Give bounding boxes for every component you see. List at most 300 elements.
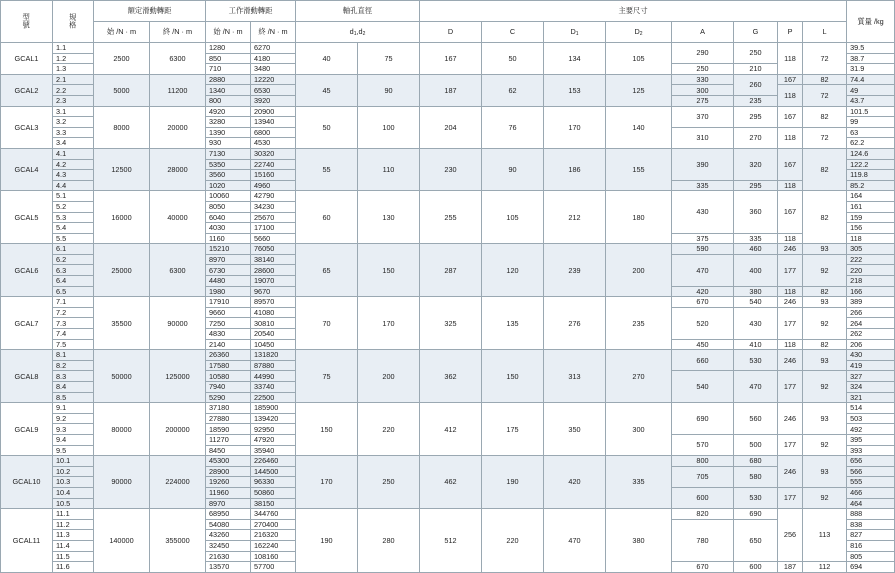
dim-C-cell: 220 xyxy=(482,509,544,573)
mass-cell: 464 xyxy=(847,498,895,509)
working-end-cell: 15160 xyxy=(251,170,296,181)
spec-cell: 5.1 xyxy=(53,191,94,202)
spec-cell: 3.4 xyxy=(53,138,94,149)
dim-C-cell: 76 xyxy=(482,106,544,148)
dim-D-cell: 167 xyxy=(420,43,482,75)
working-start-cell: 18590 xyxy=(206,424,251,435)
header-working-start: 始 /N · m xyxy=(206,22,251,43)
dim-D1-cell: 134 xyxy=(544,43,606,75)
working-start-cell: 13570 xyxy=(206,562,251,573)
bore-min-cell: 150 xyxy=(296,403,358,456)
dim-C-cell: 120 xyxy=(482,244,544,297)
working-end-cell: 38140 xyxy=(251,254,296,265)
dim-A-cell: 590 xyxy=(672,244,734,255)
spec-cell: 11.6 xyxy=(53,562,94,573)
spec-cell: 5.5 xyxy=(53,233,94,244)
dim-C-cell: 190 xyxy=(482,456,544,509)
dim-P-cell: 118 xyxy=(778,127,803,148)
working-end-cell: 139420 xyxy=(251,413,296,424)
model-cell: GCAL3 xyxy=(1,106,53,148)
spec-cell: 6.2 xyxy=(53,254,94,265)
dim-C-cell: 90 xyxy=(482,148,544,190)
bore-max-cell: 150 xyxy=(358,244,420,297)
dim-A-cell: 310 xyxy=(672,127,734,148)
dim-A-cell: 275 xyxy=(672,95,734,106)
mass-cell: 39.5 xyxy=(847,43,895,54)
working-start-cell: 930 xyxy=(206,138,251,149)
spec-cell: 11.4 xyxy=(53,540,94,551)
dim-P-cell: 177 xyxy=(778,254,803,286)
dim-G-cell: 210 xyxy=(734,64,778,75)
dim-P-cell: 246 xyxy=(778,456,803,488)
mass-cell: 395 xyxy=(847,434,895,445)
bore-min-cell: 55 xyxy=(296,148,358,190)
spec-cell: 8.5 xyxy=(53,392,94,403)
dim-P-cell: 167 xyxy=(778,74,803,85)
spec-cell: 2.3 xyxy=(53,95,94,106)
working-start-cell: 7250 xyxy=(206,318,251,329)
dim-C-cell: 105 xyxy=(482,191,544,244)
spec-cell: 3.3 xyxy=(53,127,94,138)
dim-G-cell: 530 xyxy=(734,487,778,508)
working-end-cell: 20540 xyxy=(251,329,296,340)
mass-cell: 220 xyxy=(847,265,895,276)
table-row xyxy=(1,297,895,308)
spec-cell: 9.5 xyxy=(53,445,94,456)
working-end-cell: 92950 xyxy=(251,424,296,435)
bore-max-cell: 110 xyxy=(358,148,420,190)
header-C: C xyxy=(482,22,544,43)
header-row-1 xyxy=(1,1,895,22)
mass-cell: 838 xyxy=(847,519,895,530)
spec-cell: 11.5 xyxy=(53,551,94,562)
header-bore-sub: $d_1,d_2$ xyxy=(296,22,420,43)
working-start-cell: 4030 xyxy=(206,223,251,234)
dim-P-cell: 118 xyxy=(778,286,803,297)
dim-D2-cell: 270 xyxy=(606,350,672,403)
spec-cell: 4.4 xyxy=(53,180,94,191)
dim-P-cell: 167 xyxy=(778,148,803,180)
mass-cell: 49 xyxy=(847,85,895,96)
model-cell: GCAL7 xyxy=(1,297,53,350)
bore-max-cell: 280 xyxy=(358,509,420,573)
dim-P-cell: 246 xyxy=(778,350,803,371)
dim-P-cell: 246 xyxy=(778,297,803,308)
header-L: L xyxy=(803,22,847,43)
table-row xyxy=(1,191,895,202)
header-model xyxy=(1,1,53,43)
working-end-cell: 28600 xyxy=(251,265,296,276)
working-start-cell: 7940 xyxy=(206,382,251,393)
spec-cell: 4.3 xyxy=(53,170,94,181)
spec-cell: 7.2 xyxy=(53,307,94,318)
spec-cell: 10.3 xyxy=(53,477,94,488)
working-start-cell: 32450 xyxy=(206,540,251,551)
dim-L-cell: 72 xyxy=(803,85,847,106)
working-end-cell: 19070 xyxy=(251,276,296,287)
working-end-cell: 87880 xyxy=(251,360,296,371)
bore-max-cell: 100 xyxy=(358,106,420,148)
mass-cell: 264 xyxy=(847,318,895,329)
rated-end-cell: 125000 xyxy=(150,350,206,403)
dim-D1-cell: 212 xyxy=(544,191,606,244)
working-start-cell: 54080 xyxy=(206,519,251,530)
working-end-cell: 6270 xyxy=(251,43,296,54)
working-start-cell: 17910 xyxy=(206,297,251,308)
working-start-cell: 6040 xyxy=(206,212,251,223)
working-end-cell: 22740 xyxy=(251,159,296,170)
mass-cell: 161 xyxy=(847,201,895,212)
working-start-cell: 3560 xyxy=(206,170,251,181)
bore-max-cell: 250 xyxy=(358,456,420,509)
working-end-cell: 3480 xyxy=(251,64,296,75)
dim-G-cell: 235 xyxy=(734,95,778,106)
rated-end-cell: 20000 xyxy=(150,106,206,148)
mass-cell: 305 xyxy=(847,244,895,255)
working-end-cell: 12220 xyxy=(251,74,296,85)
spec-cell: 11.1 xyxy=(53,509,94,520)
mass-cell: 419 xyxy=(847,360,895,371)
working-end-cell: 3920 xyxy=(251,95,296,106)
mass-cell: 124.6 xyxy=(847,148,895,159)
working-start-cell: 28900 xyxy=(206,466,251,477)
model-cell: GCAL9 xyxy=(1,403,53,456)
working-start-cell: 710 xyxy=(206,64,251,75)
dim-A-cell: 520 xyxy=(672,307,734,339)
dim-A-cell: 390 xyxy=(672,148,734,180)
dim-P-cell: 177 xyxy=(778,434,803,455)
working-start-cell: 10060 xyxy=(206,191,251,202)
header-spec xyxy=(53,1,94,43)
mass-cell: 816 xyxy=(847,540,895,551)
bore-max-cell: 130 xyxy=(358,191,420,244)
dim-L-cell: 72 xyxy=(803,43,847,75)
spec-cell: 7.3 xyxy=(53,318,94,329)
dim-P-cell: 256 xyxy=(778,509,803,562)
dim-D1-cell: 186 xyxy=(544,148,606,190)
dim-A-cell: 570 xyxy=(672,434,734,455)
dim-A-cell: 420 xyxy=(672,286,734,297)
dim-A-cell: 780 xyxy=(672,519,734,561)
working-end-cell: 10450 xyxy=(251,339,296,350)
dim-G-cell: 270 xyxy=(734,127,778,148)
dim-P-cell: 177 xyxy=(778,307,803,339)
dim-L-cell: 93 xyxy=(803,456,847,488)
working-end-cell: 30320 xyxy=(251,148,296,159)
header-D2: $D_2$ xyxy=(606,22,672,43)
dim-D-cell: 204 xyxy=(420,106,482,148)
dim-D1-cell: 153 xyxy=(544,74,606,106)
table-row xyxy=(1,403,895,414)
dim-D-cell: 325 xyxy=(420,297,482,350)
spec-cell: 6.5 xyxy=(53,286,94,297)
dim-A-cell: 690 xyxy=(672,403,734,435)
dim-A-cell: 670 xyxy=(672,297,734,308)
dim-G-cell: 650 xyxy=(734,519,778,561)
working-end-cell: 344760 xyxy=(251,509,296,520)
working-end-cell: 13940 xyxy=(251,117,296,128)
working-start-cell: 8050 xyxy=(206,201,251,212)
dim-L-cell: 82 xyxy=(803,191,847,244)
dim-G-cell: 500 xyxy=(734,434,778,455)
dim-D-cell: 462 xyxy=(420,456,482,509)
model-cell: GCAL2 xyxy=(1,74,53,106)
dim-D2-cell: 335 xyxy=(606,456,672,509)
working-start-cell: 15210 xyxy=(206,244,251,255)
rated-start-cell: 12500 xyxy=(94,148,150,190)
dim-L-cell: 93 xyxy=(803,244,847,255)
working-end-cell: 22500 xyxy=(251,392,296,403)
working-start-cell: 1340 xyxy=(206,85,251,96)
spec-cell: 1.3 xyxy=(53,64,94,75)
mass-cell: 266 xyxy=(847,307,895,318)
spec-cell: 11.2 xyxy=(53,519,94,530)
bore-min-cell: 50 xyxy=(296,106,358,148)
spec-cell: 5.3 xyxy=(53,212,94,223)
working-start-cell: 1020 xyxy=(206,180,251,191)
working-end-cell: 4530 xyxy=(251,138,296,149)
working-start-cell: 68950 xyxy=(206,509,251,520)
mass-cell: 827 xyxy=(847,530,895,541)
mass-cell: 514 xyxy=(847,403,895,414)
bore-min-cell: 70 xyxy=(296,297,358,350)
rated-start-cell: 80000 xyxy=(94,403,150,456)
working-start-cell: 3280 xyxy=(206,117,251,128)
dim-G-cell: 470 xyxy=(734,371,778,403)
working-end-cell: 216320 xyxy=(251,530,296,541)
dim-A-cell: 670 xyxy=(672,562,734,573)
mass-cell: 327 xyxy=(847,371,895,382)
dim-D2-cell: 235 xyxy=(606,297,672,350)
working-end-cell: 226460 xyxy=(251,456,296,467)
working-end-cell: 76050 xyxy=(251,244,296,255)
mass-cell: 122.2 xyxy=(847,159,895,170)
mass-cell: 262 xyxy=(847,329,895,340)
dim-L-cell: 92 xyxy=(803,487,847,508)
dim-C-cell: 50 xyxy=(482,43,544,75)
rated-start-cell: 2500 xyxy=(94,43,150,75)
working-start-cell: 9660 xyxy=(206,307,251,318)
spec-cell: 10.4 xyxy=(53,487,94,498)
bore-max-cell: 170 xyxy=(358,297,420,350)
dim-A-cell: 335 xyxy=(672,180,734,191)
dim-D-cell: 187 xyxy=(420,74,482,106)
dim-D-cell: 512 xyxy=(420,509,482,573)
mass-cell: 555 xyxy=(847,477,895,488)
mass-cell: 31.9 xyxy=(847,64,895,75)
mass-cell: 101.5 xyxy=(847,106,895,117)
dim-D2-cell: 105 xyxy=(606,43,672,75)
mass-cell: 166 xyxy=(847,286,895,297)
mass-cell: 393 xyxy=(847,445,895,456)
dim-A-cell: 250 xyxy=(672,64,734,75)
bore-min-cell: 45 xyxy=(296,74,358,106)
working-end-cell: 25670 xyxy=(251,212,296,223)
dim-A-cell: 660 xyxy=(672,350,734,371)
spec-cell: 2.1 xyxy=(53,74,94,85)
spec-cell: 6.3 xyxy=(53,265,94,276)
table-row xyxy=(1,43,895,54)
dim-P-cell: 118 xyxy=(778,85,803,106)
spec-cell: 6.1 xyxy=(53,244,94,255)
dim-P-cell: 246 xyxy=(778,403,803,435)
working-end-cell: 4180 xyxy=(251,53,296,64)
rated-end-cell: 200000 xyxy=(150,403,206,456)
dim-D1-cell: 350 xyxy=(544,403,606,456)
dim-C-cell: 175 xyxy=(482,403,544,456)
working-end-cell: 17100 xyxy=(251,223,296,234)
dim-D2-cell: 380 xyxy=(606,509,672,573)
mass-cell: 218 xyxy=(847,276,895,287)
mass-cell: 118 xyxy=(847,233,895,244)
rated-end-cell: 6300 xyxy=(150,244,206,297)
dim-G-cell: 410 xyxy=(734,339,778,350)
dim-C-cell: 62 xyxy=(482,74,544,106)
working-start-cell: 8970 xyxy=(206,498,251,509)
model-cell: GCAL6 xyxy=(1,244,53,297)
dim-L-cell: 93 xyxy=(803,403,847,435)
dim-A-cell: 330 xyxy=(672,74,734,85)
model-cell: GCAL8 xyxy=(1,350,53,403)
working-end-cell: 4960 xyxy=(251,180,296,191)
dim-D1-cell: 239 xyxy=(544,244,606,297)
header-working-torque: 工作滑動轉距 xyxy=(206,1,296,22)
header-P: P xyxy=(778,22,803,43)
dim-L-cell: 92 xyxy=(803,434,847,455)
mass-cell: 324 xyxy=(847,382,895,393)
mass-cell: 38.7 xyxy=(847,53,895,64)
working-end-cell: 5660 xyxy=(251,233,296,244)
spec-cell: 8.4 xyxy=(53,382,94,393)
dim-D-cell: 412 xyxy=(420,403,482,456)
rated-start-cell: 35500 xyxy=(94,297,150,350)
bore-min-cell: 75 xyxy=(296,350,358,403)
spec-cell: 4.1 xyxy=(53,148,94,159)
spec-cell: 3.1 xyxy=(53,106,94,117)
working-start-cell: 19260 xyxy=(206,477,251,488)
dim-L-cell: 92 xyxy=(803,371,847,403)
header-D: D xyxy=(420,22,482,43)
rated-end-cell: 355000 xyxy=(150,509,206,573)
spec-cell: 9.2 xyxy=(53,413,94,424)
working-start-cell: 11960 xyxy=(206,487,251,498)
working-end-cell: 6530 xyxy=(251,85,296,96)
rated-end-cell: 224000 xyxy=(150,456,206,509)
rated-start-cell: 5000 xyxy=(94,74,150,106)
dim-A-cell: 820 xyxy=(672,509,734,520)
bore-max-cell: 200 xyxy=(358,350,420,403)
header-main-dims: 主要尺寸 xyxy=(420,1,847,22)
working-start-cell: 21630 xyxy=(206,551,251,562)
header-bore: 軸孔直徑 xyxy=(296,1,420,22)
working-end-cell: 57700 xyxy=(251,562,296,573)
working-start-cell: 1160 xyxy=(206,233,251,244)
spec-cell: 6.4 xyxy=(53,276,94,287)
working-end-cell: 35940 xyxy=(251,445,296,456)
rated-end-cell: 28000 xyxy=(150,148,206,190)
dim-A-cell: 300 xyxy=(672,85,734,96)
mass-cell: 430 xyxy=(847,350,895,361)
dim-G-cell: 250 xyxy=(734,43,778,64)
mass-cell: 805 xyxy=(847,551,895,562)
header-A: A xyxy=(672,22,734,43)
mass-cell: 389 xyxy=(847,297,895,308)
spec-cell: 8.1 xyxy=(53,350,94,361)
dim-L-cell: 93 xyxy=(803,297,847,308)
dim-L-cell: 82 xyxy=(803,339,847,350)
dim-A-cell: 430 xyxy=(672,191,734,233)
working-start-cell: 1390 xyxy=(206,127,251,138)
working-start-cell: 11270 xyxy=(206,434,251,445)
dim-P-cell: 187 xyxy=(778,562,803,573)
dim-L-cell: 72 xyxy=(803,127,847,148)
dim-L-cell: 82 xyxy=(803,148,847,190)
spec-cell: 9.4 xyxy=(53,434,94,445)
dim-A-cell: 450 xyxy=(672,339,734,350)
mass-cell: 888 xyxy=(847,509,895,520)
rated-end-cell: 40000 xyxy=(150,191,206,244)
spec-cell: 11.3 xyxy=(53,530,94,541)
working-start-cell: 2140 xyxy=(206,339,251,350)
table-body xyxy=(1,43,895,573)
rated-start-cell: 8000 xyxy=(94,106,150,148)
mass-cell: 656 xyxy=(847,456,895,467)
mass-cell: 321 xyxy=(847,392,895,403)
dim-G-cell: 680 xyxy=(734,456,778,467)
dim-G-cell: 690 xyxy=(734,509,778,520)
table-row xyxy=(1,74,895,85)
bore-max-cell: 90 xyxy=(358,74,420,106)
spec-cell: 9.1 xyxy=(53,403,94,414)
header-row-2 xyxy=(1,22,895,43)
working-end-cell: 270400 xyxy=(251,519,296,530)
spec-cell: 8.2 xyxy=(53,360,94,371)
working-start-cell: 27880 xyxy=(206,413,251,424)
dim-D2-cell: 180 xyxy=(606,191,672,244)
working-start-cell: 10580 xyxy=(206,371,251,382)
dim-P-cell: 118 xyxy=(778,43,803,75)
bore-min-cell: 60 xyxy=(296,191,358,244)
table-row xyxy=(1,456,895,467)
dim-P-cell: 246 xyxy=(778,244,803,255)
mass-cell: 159 xyxy=(847,212,895,223)
spec-cell: 5.4 xyxy=(53,223,94,234)
spec-cell: 7.1 xyxy=(53,297,94,308)
model-cell: GCAL1 xyxy=(1,43,53,75)
dim-G-cell: 380 xyxy=(734,286,778,297)
working-start-cell: 17580 xyxy=(206,360,251,371)
spec-cell: 3.2 xyxy=(53,117,94,128)
dim-D-cell: 230 xyxy=(420,148,482,190)
working-end-cell: 33740 xyxy=(251,382,296,393)
model-cell: GCAL4 xyxy=(1,148,53,190)
working-start-cell: 26360 xyxy=(206,350,251,361)
mass-cell: 164 xyxy=(847,191,895,202)
dim-G-cell: 320 xyxy=(734,148,778,180)
working-start-cell: 1280 xyxy=(206,43,251,54)
spec-cell: 5.2 xyxy=(53,201,94,212)
dim-G-cell: 600 xyxy=(734,562,778,573)
mass-cell: 43.7 xyxy=(847,95,895,106)
dim-P-cell: 177 xyxy=(778,487,803,508)
dim-P-cell: 177 xyxy=(778,371,803,403)
working-end-cell: 131820 xyxy=(251,350,296,361)
working-end-cell: 50860 xyxy=(251,487,296,498)
dim-L-cell: 93 xyxy=(803,350,847,371)
dim-P-cell: 167 xyxy=(778,191,803,233)
spec-cell: 9.3 xyxy=(53,424,94,435)
dim-L-cell: 112 xyxy=(803,562,847,573)
